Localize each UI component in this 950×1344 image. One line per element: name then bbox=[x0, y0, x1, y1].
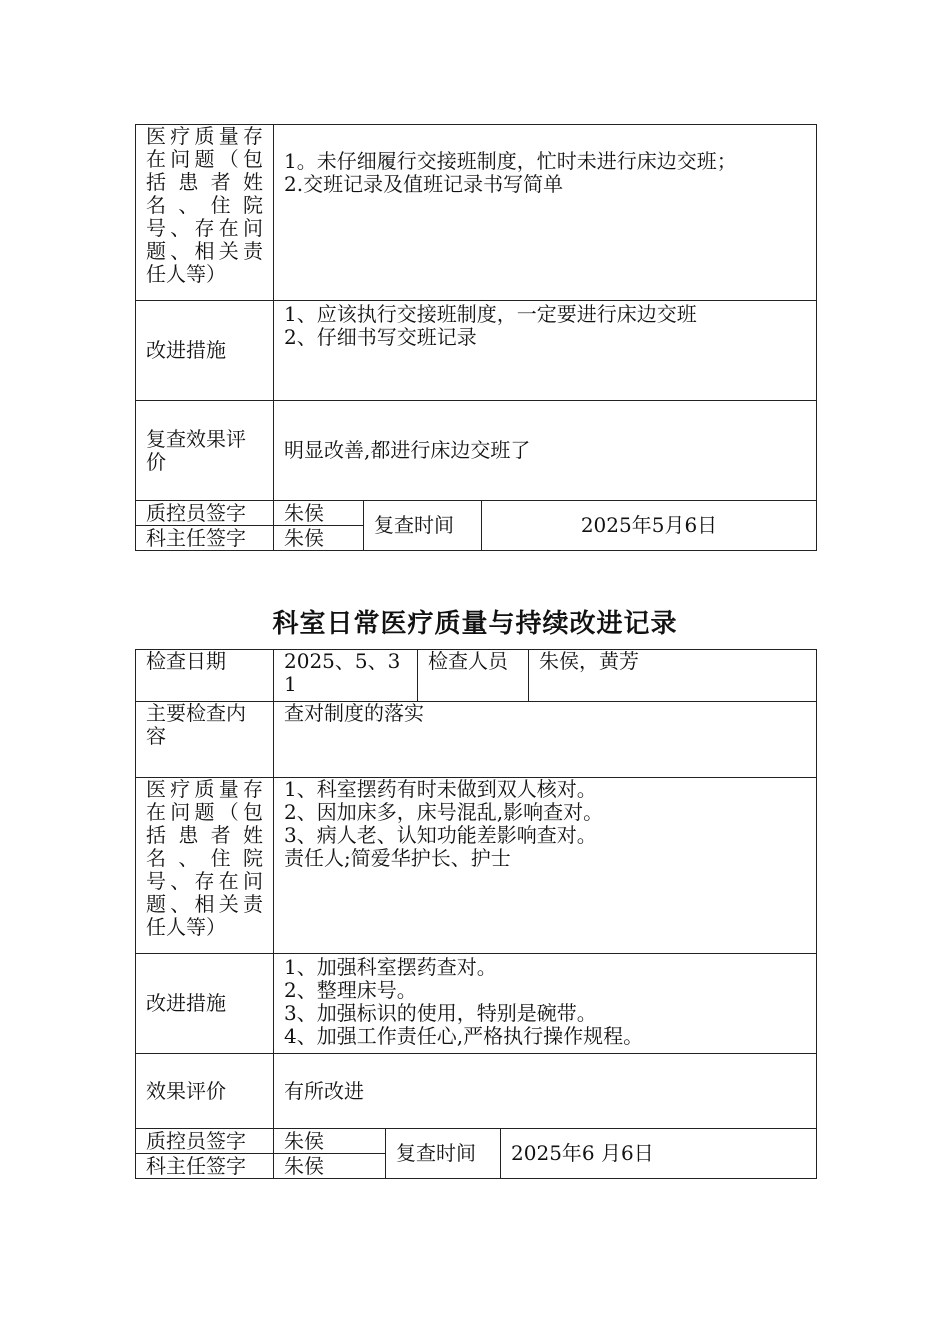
record2-problem-line: 3、病人老、认知功能差影响查对。 bbox=[284, 823, 597, 847]
record2-date-label: 检查日期 bbox=[136, 650, 274, 702]
record2-director-name: 朱侯 bbox=[274, 1154, 386, 1179]
record2-problem-line: 1、科室摆药有时未做到双人核对。 bbox=[284, 777, 597, 801]
record2-measures-label: 改进措施 bbox=[136, 954, 274, 1054]
record2-title: 科室日常医疗质量与持续改进记录 bbox=[272, 609, 678, 639]
record2-recheck-time: 2025年6 月6日 bbox=[501, 1129, 817, 1179]
record2-effect-label: 效果评价 bbox=[136, 1054, 274, 1129]
record1-problems-label: 医疗质量存在问题（包括患者姓名、住院号、存在问题、相关责任人等） bbox=[136, 125, 274, 301]
record2-measure-line: 3、加强标识的使用，特别是碗带。 bbox=[284, 1001, 597, 1025]
record1-qc-name: 朱侯 bbox=[274, 501, 364, 526]
record1-table bbox=[135, 124, 817, 551]
record2-inspector-label: 检查人员 bbox=[418, 650, 529, 702]
record2-problems-label: 医疗质量存在问题（包括患者姓名、住院号、存在问题、相关责任人等） bbox=[136, 778, 274, 954]
record1-review-label: 复查效果评价 bbox=[136, 401, 274, 501]
record2-problem-line: 2、因加床多，床号混乱,影响查对。 bbox=[284, 800, 604, 824]
record1-qc-label: 质控员签字 bbox=[136, 501, 274, 526]
record2-measure-line: 4、加强工作责任心,严格执行操作规程。 bbox=[284, 1024, 644, 1048]
record1-measures-label: 改进措施 bbox=[136, 301, 274, 401]
record1-director-name: 朱侯 bbox=[274, 526, 364, 551]
record1-problems-cell bbox=[274, 125, 817, 301]
record1-problem-line: 2.交班记录及值班记录书写简单 bbox=[284, 172, 564, 196]
record1-review-value: 明显改善,都进行床边交班了 bbox=[274, 401, 817, 501]
record1-recheck-time-label: 复查时间 bbox=[364, 501, 482, 551]
record1-measure-line: 1、应该执行交接班制度，一定要进行床边交班 bbox=[284, 302, 697, 326]
record1-director-label: 科主任签字 bbox=[136, 526, 274, 551]
record2-content-value: 查对制度的落实 bbox=[274, 702, 817, 778]
record2-problems-cell bbox=[274, 778, 817, 954]
record2-qc-name: 朱侯 bbox=[274, 1129, 386, 1154]
record2-director-label: 科主任签字 bbox=[136, 1154, 274, 1179]
record2-qc-label: 质控员签字 bbox=[136, 1129, 274, 1154]
record2-measures-cell bbox=[274, 954, 817, 1054]
record1-recheck-time: 2025年5月6日 bbox=[482, 501, 817, 551]
record2-date-value: 2025、5、31 bbox=[274, 650, 418, 702]
record1-measures-cell bbox=[274, 301, 817, 401]
record1-problem-line: 1。未仔细履行交接班制度，忙时未进行床边交班； bbox=[284, 149, 737, 173]
record2-content-label: 主要检查内容 bbox=[136, 702, 274, 778]
record2-table bbox=[135, 649, 817, 1179]
record2-problem-line: 责任人;简爱华护长、护士 bbox=[284, 846, 511, 870]
record2-measure-line: 1、加强科室摆药查对。 bbox=[284, 955, 497, 979]
record2-effect-value: 有所改进 bbox=[274, 1054, 817, 1129]
record2-inspector-value: 朱侯，黄芳 bbox=[529, 650, 817, 702]
record1-measure-line: 2、仔细书写交班记录 bbox=[284, 325, 477, 349]
record2-measure-line: 2、整理床号。 bbox=[284, 978, 417, 1002]
record2-recheck-time-label: 复查时间 bbox=[386, 1129, 501, 1179]
